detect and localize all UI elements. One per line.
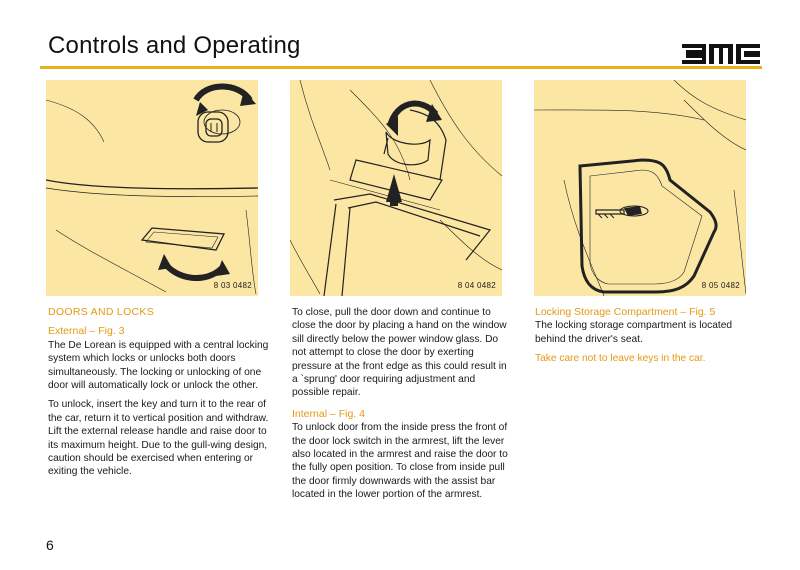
armrest-door-lock-illustration <box>290 80 502 296</box>
subheading-external: External – Fig. 3 <box>48 325 125 338</box>
paragraph: To unlock, insert the key and turn it to the rear of the car, return it to vertical position and withdraw. Lift the external release handle and raise door to its maximum height. Due to the gull-wing design, caution should be exercised when entering or exiting the vehicle. <box>48 399 269 478</box>
subheading-storage: Locking Storage Compartment – Fig. 5 <box>535 306 716 318</box>
paragraph: To close, pull the door down and continue to close the door by placing a hand on the window sill directly below the power window glass. Do not attempt to close the door by exerting pressure at the front edge as this could result in a `sprung' door requiring adjustment and possible repair. <box>292 307 507 399</box>
page-title: Controls and Operating <box>48 32 301 59</box>
figure-code: 8 05 0482 <box>701 281 740 290</box>
figure-exterior-door <box>46 80 258 296</box>
page-number: 6 <box>46 537 54 553</box>
title-rule <box>40 66 762 69</box>
figure-armrest <box>290 80 502 296</box>
storage-compartment-illustration <box>534 80 746 296</box>
warning-text: Take care not to leave keys in the car. <box>535 353 706 365</box>
column-2 <box>292 306 514 508</box>
section-heading: DOORS AND LOCKS <box>48 306 155 318</box>
figure-code: 8 04 0482 <box>457 281 496 290</box>
paragraph: The locking storage compartment is located behind the driver's seat. <box>535 320 733 345</box>
paragraph: The De Lorean is equipped with a central locking system which locks or unlocks both doors simultaneously. The locking or unlocking of one door will automatically lock or unlock the other. <box>48 339 269 392</box>
figure-code: 8 03 0482 <box>213 281 252 290</box>
paragraph: To unlock door from the inside press the front of the door lock switch in the armrest, lift the lever also located in the armrest and raise the door to the fully open position. To close from inside pull the door firmly downwards with the assist bar located in the lower portion of the armrest. <box>292 422 508 501</box>
column-3 <box>535 306 757 372</box>
column-1 <box>48 306 270 485</box>
exterior-door-handle-illustration <box>46 80 258 296</box>
dmc-logo <box>682 44 760 64</box>
figure-storage <box>534 80 746 296</box>
subheading-internal: Internal – Fig. 4 <box>292 407 365 420</box>
